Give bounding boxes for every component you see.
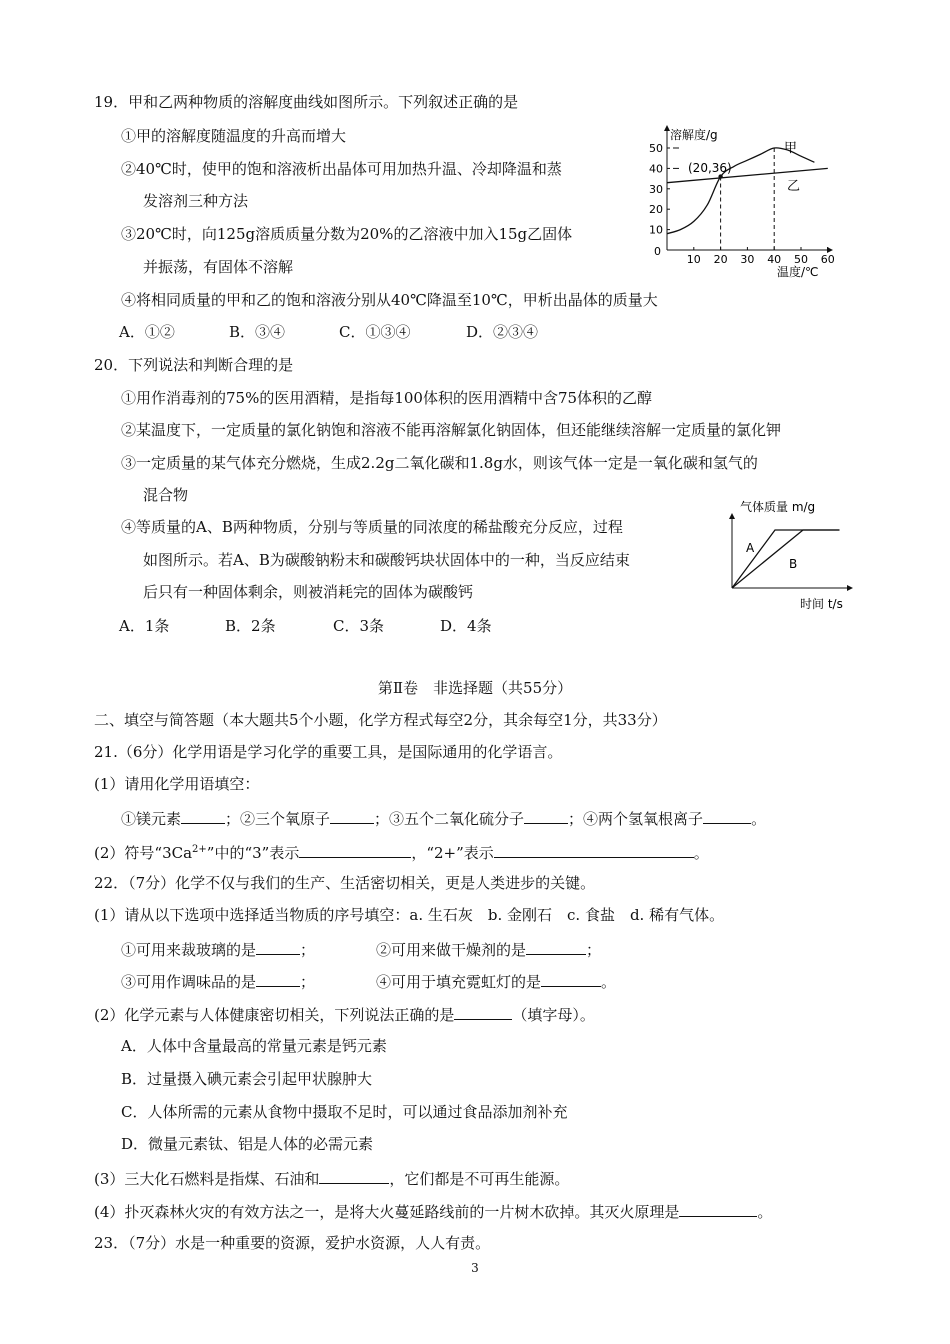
q22-sub4-end: 。 xyxy=(757,1203,773,1221)
x-axis-label: 温度/℃ xyxy=(777,265,819,279)
q21-blank-3[interactable] xyxy=(524,807,568,824)
q20-statement-2: ②某温度下，一定质量的氯化钠饱和溶液不能再溶解氯化钠固体，但还能继续溶解一定质量的氯化钾 xyxy=(121,421,782,439)
q20-option-c: C．3条 xyxy=(333,617,385,635)
q22-fill-4-end: 。 xyxy=(601,973,617,991)
q22-sub4-text: (4）扑灭森林火灾的有效方法之一，是将大火蔓延路线前的一片树木砍掉。其灭火原理是 xyxy=(94,1203,680,1221)
q22-sub3-text: (3）三大化石燃料是指煤、石油和 xyxy=(94,1170,320,1188)
q22-sub2-end: （填字母）。 xyxy=(512,1006,595,1024)
y-axis-label: 溶解度/g xyxy=(670,128,718,142)
series-a-line xyxy=(732,530,840,588)
q21-sub2-end: 。 xyxy=(693,844,709,862)
q21-blank-5[interactable] xyxy=(299,841,411,858)
q21-blank-2[interactable] xyxy=(330,807,374,824)
q22-sub3 xyxy=(94,1167,569,1189)
q21-sub2 xyxy=(94,840,709,863)
q20-statement-4-cont2: 后只有一种固体剩余，则被消耗完的固体为碳酸钙 xyxy=(143,583,474,601)
q19-option-c: C．①③④ xyxy=(339,323,411,341)
q22-blank-5[interactable] xyxy=(454,1003,512,1020)
section-heading: 二、填空与简答题（本大题共5个小题，化学方程式每空2分，其余每空1分，共33分） xyxy=(94,711,667,729)
q22-blank-2[interactable] xyxy=(526,938,586,955)
series-label-yi: 乙 xyxy=(787,179,801,194)
intersection-annotation: (20,36) xyxy=(688,161,732,175)
q22-option-b: B．过量摄入碘元素会引起甲状腺肿大 xyxy=(121,1070,373,1088)
q19-option-b: B．③④ xyxy=(229,323,286,341)
q22-fill-1-label: ①可用来裁玻璃的是 xyxy=(121,941,257,959)
q22-fill-2-label: ②可用来做干燥剂的是 xyxy=(376,941,527,959)
q23-stem: 23．（7分）水是一种重要的资源，爱护水资源，人人有责。 xyxy=(94,1234,491,1252)
y-axis-label: 气体质量 m/g xyxy=(740,500,816,514)
q21-fill-row xyxy=(121,807,766,829)
x-tick-label-30: 30 xyxy=(740,253,755,266)
x-axis-label: 时间 t/s xyxy=(800,597,843,611)
intersection-point xyxy=(718,174,722,178)
y-tick-label-40: 40 xyxy=(649,162,663,176)
q21-sub2-part-b: ”中的“3”表示 xyxy=(206,844,300,862)
q19-statement-2: ②40℃时，使甲的饱和溶液析出晶体可用加热升温、冷却降温和蒸 xyxy=(121,160,562,178)
solubility-chart xyxy=(640,122,840,282)
q20-statement-4: ④等质量的A、B两种物质，分别与等质量的同浓度的稀盐酸充分反应，过程 xyxy=(121,518,623,536)
q19-statement-4: ④将相同质量的甲和乙的饱和溶液分别从40℃降温至10℃，甲析出晶体的质量大 xyxy=(121,291,658,309)
q22-fill-3 xyxy=(121,970,315,992)
q21-fill-2-label: ；②三个氧原子 xyxy=(225,810,331,828)
q21-blank-4[interactable] xyxy=(703,807,751,824)
q21-fill-4-label: ；④两个氢氧根离子 xyxy=(568,810,704,828)
q22-fill-1 xyxy=(121,938,315,960)
x-tick-label-20: 20 xyxy=(713,253,728,266)
x-tick-label-40: 40 xyxy=(767,253,782,266)
q22-blank-4[interactable] xyxy=(541,970,601,987)
q22-fill-1-semi: ； xyxy=(300,941,316,959)
q19-statement-1: ①甲的溶解度随温度的升高而增大 xyxy=(121,127,347,145)
q22-blank-6[interactable] xyxy=(319,1167,389,1184)
x-tick-label-50: 50 xyxy=(794,253,808,266)
q22-fill-4 xyxy=(376,970,616,992)
q22-option-a: A．人体中含量最高的常量元素是钙元素 xyxy=(121,1037,387,1055)
q21-blank-1[interactable] xyxy=(181,807,225,824)
q22-sub2-text: (2）化学元素与人体健康密切相关，下列说法正确的是 xyxy=(94,1006,455,1024)
q19-option-d: D．②③④ xyxy=(466,323,539,341)
q20-option-b: B．2条 xyxy=(225,617,276,635)
q22-blank-1[interactable] xyxy=(256,938,300,955)
q22-fill-4-label: ④可用于填充霓虹灯的是 xyxy=(376,973,542,991)
q20-stem: 20．下列说法和判断合理的是 xyxy=(94,356,294,374)
q22-fill-2-semi: ； xyxy=(586,941,602,959)
gas-mass-chart xyxy=(722,494,862,616)
origin-label: 0 xyxy=(654,245,661,258)
q22-sub4 xyxy=(94,1200,772,1222)
q22-sub1: (1）请从以下选项中选择适当物质的序号填空：a. 生石灰 b. 金刚石 c. 食盐 d. 稀有气体。 xyxy=(94,906,725,924)
q22-stem: 22．（7分）化学不仅与我们的生产、生活密切相关，更是人类进步的关键。 xyxy=(94,874,596,892)
x-tick-label-10: 10 xyxy=(686,253,701,266)
y-tick-label-10: 10 xyxy=(649,223,663,237)
q22-blank-3[interactable] xyxy=(256,970,300,987)
q22-option-c: C．人体所需的元素从食物中摄取不足时，可以通过食品添加剂补充 xyxy=(121,1103,568,1121)
q22-fill-3-label: ③可用作调味品的是 xyxy=(121,973,257,991)
q20-option-a: A．1条 xyxy=(119,617,170,635)
y-tick-label-30: 30 xyxy=(649,182,663,196)
q21-fill-1-label: ①镁元素 xyxy=(121,810,182,828)
x-tick-label-60: 60 xyxy=(820,253,835,266)
q19-stem: 19．甲和乙两种物质的溶解度曲线如图所示。下列叙述正确的是 xyxy=(94,93,519,111)
q21-sub1: (1）请用化学用语填空： xyxy=(94,775,260,793)
series-label-b: B xyxy=(789,557,798,571)
q21-stem: 21.（6分）化学用语是学习化学的重要工具，是国际通用的化学语言。 xyxy=(94,743,563,761)
y-tick-label-20: 20 xyxy=(649,203,663,217)
q20-statement-4-cont1: 如图所示。若A、B为碳酸钠粉末和碳酸钙块状固体中的一种，当反应结束 xyxy=(143,551,630,569)
q22-fill-3-semi: ； xyxy=(300,973,316,991)
q20-statement-3-cont: 混合物 xyxy=(143,486,189,504)
page-number: 3 xyxy=(471,1261,479,1275)
q20-statement-1: ①用作消毒剂的75%的医用酒精，是指每100体积的医用酒精中含75体积的乙醇 xyxy=(121,389,653,407)
q21-fill-3-label: ；③五个二氧化硫分子 xyxy=(374,810,525,828)
series-b-line xyxy=(732,530,840,588)
q22-sub3-end: ，它们都是不可再生能源。 xyxy=(389,1170,570,1188)
q22-fill-2 xyxy=(376,938,601,960)
series-label-a: A xyxy=(746,541,755,555)
q21-sub2-part-c: ，“2+”表示 xyxy=(411,844,494,862)
q19-statement-3: ③20℃时，向125g溶质质量分数为20%的乙溶液中加入15g乙固体 xyxy=(121,225,573,243)
q19-statement-2-cont: 发溶剂三种方法 xyxy=(143,192,249,210)
series-label-jia: 甲 xyxy=(784,141,798,156)
q21-blank-6[interactable] xyxy=(494,841,694,858)
q22-option-d: D．微量元素钛、铝是人体的必需元素 xyxy=(121,1135,374,1153)
q20-statement-3: ③一定质量的某气体充分燃烧，生成2.2g二氧化碳和1.8g水，则该气体一定是一氧化碳和氢气的 xyxy=(121,454,758,472)
q21-fill-end: 。 xyxy=(751,810,767,828)
q20-option-d: D．4条 xyxy=(440,617,492,635)
part2-title: 第Ⅱ卷 非选择题（共55分） xyxy=(377,679,573,697)
y-tick-label-50: 50 xyxy=(649,142,663,155)
q21-sup: 2+ xyxy=(192,844,207,855)
q22-blank-7[interactable] xyxy=(679,1200,757,1217)
q21-sub2-part-a: (2）符号“3Ca xyxy=(94,844,193,862)
q19-statement-3-cont: 并振荡，有固体不溶解 xyxy=(143,258,294,276)
q19-option-a: A．①② xyxy=(119,323,175,341)
q22-sub2 xyxy=(94,1003,595,1025)
